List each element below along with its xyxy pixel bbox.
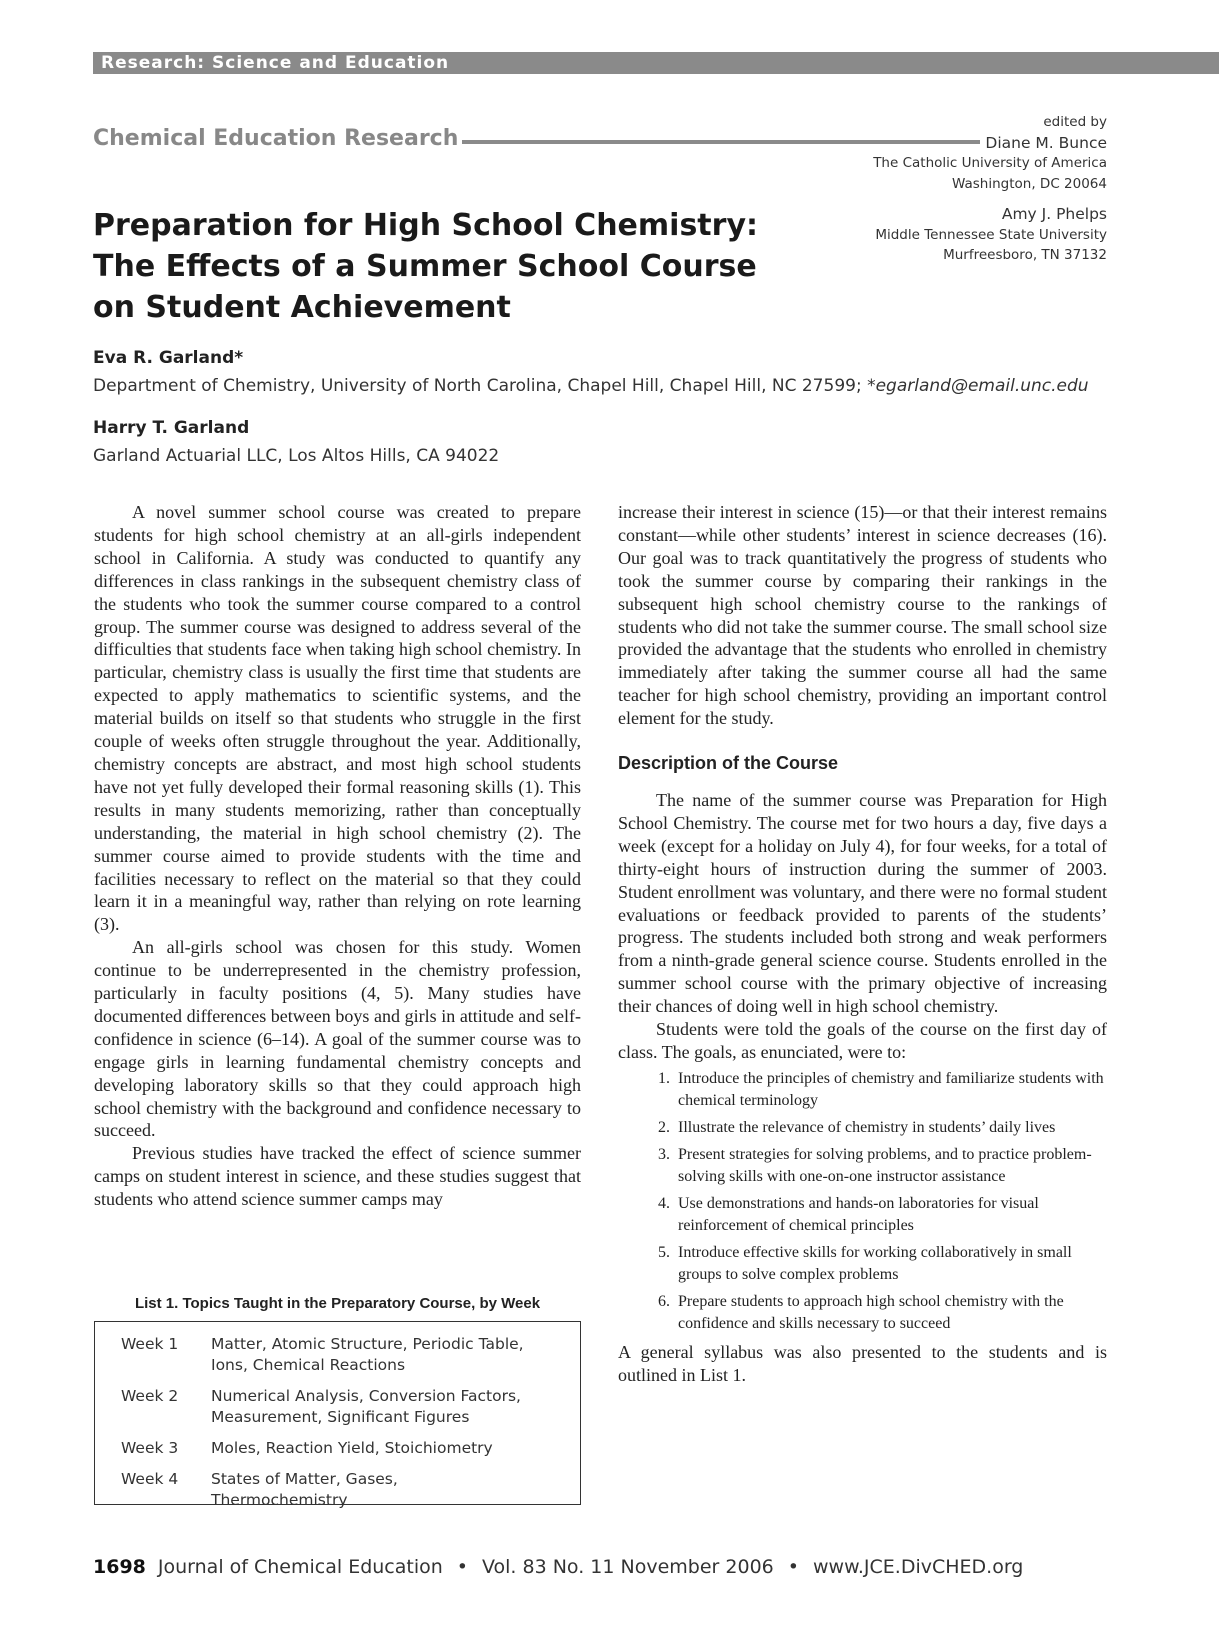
article-title <box>93 205 758 328</box>
editors-block <box>873 112 1107 266</box>
separator: • <box>456 1556 468 1578</box>
page-footer <box>93 1556 1023 1578</box>
section-banner: Research: Science and Education <box>93 52 1219 74</box>
week-label: Week 1 <box>121 1335 179 1353</box>
goal-item: 4. Use demonstrations and hands-on laboratories for visual reinforcement of chemical principles <box>674 1193 1107 1237</box>
page-number: 1698 <box>93 1556 146 1578</box>
goal-item: 2. Illustrate the relevance of chemistry in students’ daily lives <box>674 1117 1107 1139</box>
issue-info: Vol. 83 No. 11 November 2006 <box>482 1556 774 1578</box>
week-topics: States of Matter, Gases, Thermochemistry <box>211 1470 398 1509</box>
list-row <box>121 1469 580 1511</box>
affiliation-text: Department of Chemistry, University of North Carolina, Chapel Hill, Chapel Hill, NC 27599; <box>93 376 868 396</box>
list-caption: List 1. Topics Taught in the Preparatory Course, by Week <box>134 1295 541 1312</box>
list-row <box>121 1334 580 1376</box>
journal-name: Journal of Chemical Education <box>157 1556 443 1578</box>
author-affiliation <box>93 376 1089 396</box>
journal-url[interactable]: www.JCE.DivCHED.org <box>812 1556 1024 1578</box>
paragraph: The name of the summer course was Preparation for High School Chemistry. The course met for two hours a day, five days a week (except for a holiday on July 4), for four weeks, for a total of thirty-eight hours of instruction during the summer of 2003. Student enrollment was voluntary, and there were no formal student evaluations or feedback provided to parents of the students’ progress. The students included both strong and weak performers from a ninth-grade general science course. Students enrolled in the summer school course with the primary objective of increasing their chances of doing well in high school chemistry. <box>618 789 1107 1017</box>
paragraph: increase their interest in science (15)—or that their interest remains constant—while other students’ interest in science decreases (16). Our goal was to track quantitatively the progress of students who took the summer course by comparing their rankings in the subsequent high school chemistry course to the rankings of students who did not take the summer course. The small school size provided the advantage that the students who enrolled in chemistry immediately after taking the summer course all had the same teacher for high school chemistry, providing an important control element for the study. <box>618 502 1107 729</box>
goal-item: 1. Introduce the principles of chemistry and familiarize students with chemical terminology <box>674 1068 1107 1112</box>
week-label: Week 2 <box>121 1387 179 1405</box>
week-topics: Moles, Reaction Yield, Stoichiometry <box>211 1439 493 1457</box>
editor-institution: The Catholic University of America <box>873 155 1107 171</box>
editor-name: Diane M. Bunce <box>985 133 1107 152</box>
separator: • <box>787 1556 799 1578</box>
title-line: on Student Achievement <box>93 290 511 325</box>
editor-location: Washington, DC 20064 <box>952 175 1107 192</box>
list-row <box>121 1438 580 1459</box>
paragraph: Students were told the goals of the course on the first day of class. The goals, as enunciated, were to: <box>618 1019 1107 1062</box>
goal-item: 5. Introduce effective skills for working collaboratively in small groups to solve complex problems <box>674 1242 1107 1286</box>
goals-list <box>618 1068 1107 1335</box>
section-title: Chemical Education Research <box>93 126 459 151</box>
week-label: Week 3 <box>121 1439 179 1457</box>
editor-name: Amy J. Phelps <box>1001 205 1107 223</box>
goal-item: 6. Prepare students to approach high school chemistry with the confidence and skills necessary to succeed <box>674 1291 1107 1335</box>
editor-institution: Middle Tennessee State University <box>875 226 1107 243</box>
right-column <box>618 501 1107 1387</box>
week-topics: Matter, Atomic Structure, Periodic Table, Ions, Chemical Reactions <box>211 1335 524 1374</box>
goal-item: 3. Present strategies for solving problems, and to practice problem-solving skills with one-on-one instructor assistance <box>674 1144 1107 1188</box>
paragraph: A general syllabus was also presented to the students and is outlined in List 1. <box>618 1341 1107 1385</box>
paragraph: An all-girls school was chosen for this study. Women continue to be underrepresented in the chemistry profession, particularly in faculty positions (4, 5). Many studies have documented differences between boys and girls in attitude and self-confidence in science (6–14). A goal of the summer course was to engage girls in learning fundamental chemistry concepts and developing laboratory skills so that they could approach high school chemistry with the background and confidence necessary to succeed. <box>94 937 581 1141</box>
left-column <box>94 501 581 1211</box>
author-email[interactable]: *egarland@email.unc.edu <box>867 376 1089 396</box>
list-row <box>121 1386 580 1428</box>
author-name: Harry T. Garland <box>93 418 250 438</box>
title-line: The Effects of a Summer School Course <box>93 249 757 284</box>
section-heading: Description of the Course <box>618 753 839 774</box>
author-name: Eva R. Garland* <box>93 348 244 368</box>
author-affiliation: Garland Actuarial LLC, Los Altos Hills, CA 94022 <box>93 446 500 466</box>
paragraph: Previous studies have tracked the effect of science summer camps on student interest in science, and these studies suggest that students who attend science summer camps may <box>94 1143 581 1210</box>
editor-location: Murfreesboro, TN 37132 <box>943 247 1107 263</box>
edited-by: edited by <box>1043 114 1107 130</box>
topics-list-box <box>94 1321 581 1509</box>
week-topics: Numerical Analysis, Conversion Factors, Measurement, Significant Figures <box>211 1387 521 1426</box>
week-label: Week 4 <box>121 1470 179 1488</box>
title-line: Preparation for High School Chemistry: <box>93 208 758 243</box>
paragraph: A novel summer school course was created to prepare students for high school chemistry at an all-girls independent school in California. A study was conducted to quantify any differences in class rankings in the subsequent chemistry class of the students who took the summer course compared to a control group. The summer course was designed to address several of the difficulties that students face when taking high school chemistry. In particular, chemistry class is usually the first time that students are expected to apply mathematics to scientific systems, and the material builds on itself so that students who struggle in the first couple of weeks often struggle throughout the year. Additionally, chemistry concepts are abstract, and most high school students have not yet fully developed their formal reasoning skills (1). This results in many students memorizing, rather than conceptually understanding, the material in high school chemistry (2). The summer course aimed to provide students with the time and facilities necessary to reflect on the material so that they could learn it in a meaningful way, rather than relying on rote learning (3). <box>94 502 581 935</box>
